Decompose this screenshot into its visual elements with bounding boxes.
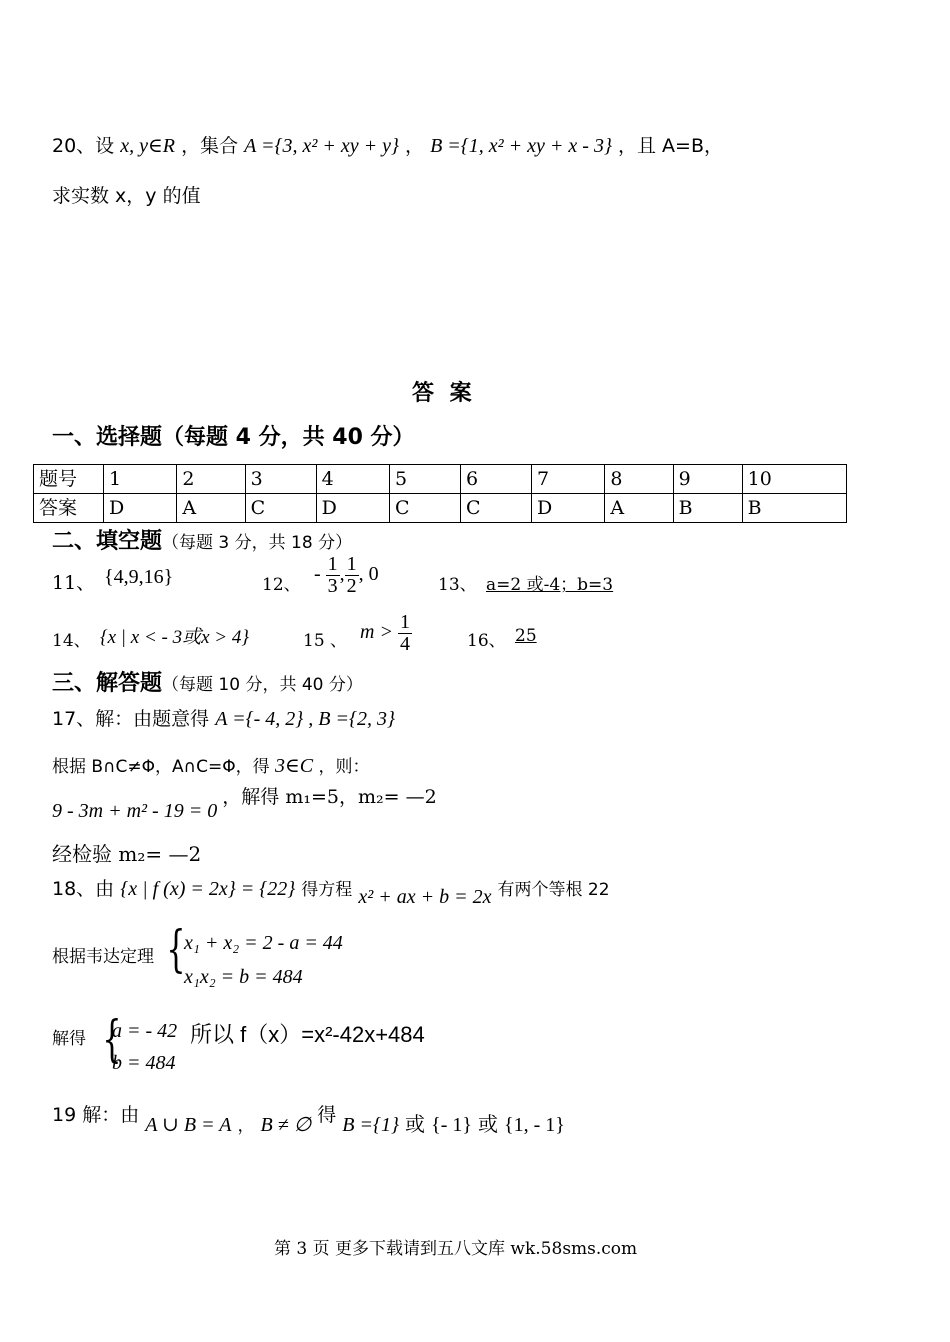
fill-q12-value: [314, 554, 379, 597]
sol-19-set-3: {1, - 1}: [504, 1114, 565, 1136]
sol-17-label: 17、解：由题意得: [52, 708, 210, 730]
table-cell-answer: C: [390, 494, 461, 523]
table-cell-answer: D: [532, 494, 605, 523]
question-20-line2: 求实数 x，y 的值: [52, 185, 201, 207]
fill-q12-fraction-1: [326, 554, 340, 597]
fraction-numerator: 1: [327, 553, 338, 575]
left-brace-icon: {: [166, 920, 186, 978]
fraction-numerator: 1: [399, 611, 410, 633]
q20-math-xy: x, y∈R: [120, 135, 176, 157]
sol-17-line2-text: 根据 B∩C≠Φ，A∩C=Φ，得: [52, 757, 270, 777]
section-1-title: 一、选择题（每题 4 分，共 40 分）: [52, 425, 415, 450]
question-20-line1: [52, 131, 723, 158]
table-cell-answer: C: [245, 494, 316, 523]
table-answer-label: 答案: [34, 494, 104, 523]
table-cell-number: 10: [742, 465, 846, 494]
sol-19-or-2: 或: [478, 1112, 498, 1136]
section-2-heading: [52, 524, 352, 555]
fill-q15-m: m >: [360, 621, 393, 644]
left-brace-icon: {: [102, 1010, 122, 1068]
table-cell-number: 8: [605, 465, 673, 494]
fill-q16-label: 16、: [467, 631, 506, 651]
sol-18-solve-eq1: a = - 42: [112, 1020, 178, 1042]
q20-text-1: ，集合: [181, 135, 239, 157]
sol-17-sets: A ={- 4, 2} , B ={2, 3}: [215, 708, 395, 730]
fill-q14-value: {x | x < - 3或x > 4}: [100, 627, 249, 648]
q20-text-3: ，且 A=B，: [618, 135, 723, 157]
fill-q15-value: [360, 612, 412, 655]
q20-text-2: ，: [405, 135, 425, 157]
table-cell-answer: B: [742, 494, 846, 523]
fill-q15-label: 15 、: [303, 631, 348, 651]
table-cell-number: 5: [390, 465, 461, 494]
sol-19-nonempty: B ≠ ∅: [260, 1114, 312, 1136]
sol-17-equation-tail: ，解得 m₁=5，m₂= —2: [222, 786, 437, 808]
section-3-note: （每题 10 分，共 40 分）: [162, 675, 363, 695]
sol-17-line2-tail: ，则：: [318, 757, 370, 777]
fill-q14-label: 14、: [52, 631, 91, 651]
sol-19-text-2: 得: [317, 1104, 337, 1126]
table-header-label: 题号: [34, 465, 104, 494]
table-cell-answer: B: [673, 494, 742, 523]
table-cell-number: 1: [104, 465, 177, 494]
sol-17-line1: [52, 704, 395, 731]
sol-18-vieta-eq1: x₁ + x₂ = 2 - a = 44: [184, 932, 343, 954]
sol-19-line: [52, 1098, 565, 1136]
fill-q12-fraction-2: [345, 554, 359, 597]
table-cell-answer: A: [605, 494, 673, 523]
q20-math-set-a: A ={3, x² + xy + y}: [244, 135, 399, 157]
table-cell-number: 3: [245, 465, 316, 494]
q20-math-set-b: B ={1, x² + xy + x - 3}: [430, 135, 612, 157]
table-row-answers: [34, 494, 847, 523]
fill-q12-comma: ,: [339, 563, 345, 586]
fill-q12-minus: -: [314, 563, 321, 586]
fill-q11-value: {4,9,16}: [104, 566, 174, 588]
sol-17-line2-math: 3∈C: [274, 755, 314, 777]
sol-17-equation: 9 - 3m + m² - 19 = 0: [52, 800, 218, 822]
fill-q12-tail: , 0: [358, 563, 379, 586]
fraction-denominator: 2: [346, 575, 357, 597]
section-3-heading: [52, 666, 363, 697]
section-2-note: （每题 3 分，共 18 分）: [162, 533, 353, 553]
fill-q16-value: 25: [515, 626, 537, 646]
table-cell-answer: D: [104, 494, 177, 523]
fraction-denominator: 4: [399, 633, 410, 655]
sol-18-result: 所以 f（x）=x²-42x+484: [190, 1022, 425, 1047]
table-cell-number: 7: [532, 465, 605, 494]
answer-title: 答 案: [412, 381, 476, 406]
sol-17-line2: [52, 752, 370, 778]
sol-18-vieta-label: 根据韦达定理: [52, 947, 154, 967]
fill-q15-fraction: [398, 612, 412, 655]
sol-19-set-1: B ={1}: [342, 1114, 399, 1136]
q20-prefix: 20、设: [52, 135, 115, 157]
table-cell-answer: A: [177, 494, 245, 523]
table-row-numbers: [34, 465, 847, 494]
table-cell-number: 6: [461, 465, 532, 494]
fill-q13-value: a=2 或-4；b=3: [486, 575, 614, 595]
sol-18-line1: [52, 874, 610, 908]
fill-q13-label: 13、: [438, 575, 477, 595]
sol-19-or-1: 或: [405, 1112, 426, 1136]
sol-18-solve-eq2: b = 484: [112, 1052, 176, 1074]
fraction-denominator: 3: [327, 575, 338, 597]
sol-19-set-2: {- 1}: [431, 1114, 472, 1136]
sol-17-check: 经检验 m₂= —2: [52, 842, 202, 866]
sol-18-equation: x² + ax + b = 2x: [358, 886, 492, 908]
table-cell-answer: C: [461, 494, 532, 523]
table-cell-number: 4: [316, 465, 389, 494]
sol-19-prefix: 19 解：由: [52, 1104, 140, 1126]
sol-19-union: A ∪ B = A: [145, 1114, 232, 1136]
sol-17-line3: [52, 782, 437, 822]
sol-19-text-1: ，: [237, 1116, 255, 1136]
sol-18-text-1: 得方程: [301, 880, 353, 900]
sol-18-prefix: 18、由: [52, 878, 115, 900]
table-cell-number: 2: [177, 465, 245, 494]
page-footer: 第 3 页 更多下载请到五八文库 wk.58sms.com: [274, 1239, 638, 1259]
sol-18-solve-label: 解得: [52, 1029, 86, 1049]
sol-18-set-eq: {x | f (x) = 2x} = {22}: [120, 878, 296, 900]
answer-table: [33, 464, 847, 523]
section-2-title: 二、填空题: [52, 529, 163, 554]
fill-q12-label: 12、: [262, 575, 301, 595]
sol-18-text-2: 有两个等根 22: [497, 880, 610, 900]
fraction-numerator: 1: [346, 553, 357, 575]
section-3-title: 三、解答题: [52, 671, 163, 696]
fill-q11-label: 11、: [52, 572, 96, 594]
table-cell-answer: D: [316, 494, 389, 523]
sol-18-vieta-eq2: x₁x₂ = b = 484: [184, 966, 303, 988]
table-cell-number: 9: [673, 465, 742, 494]
